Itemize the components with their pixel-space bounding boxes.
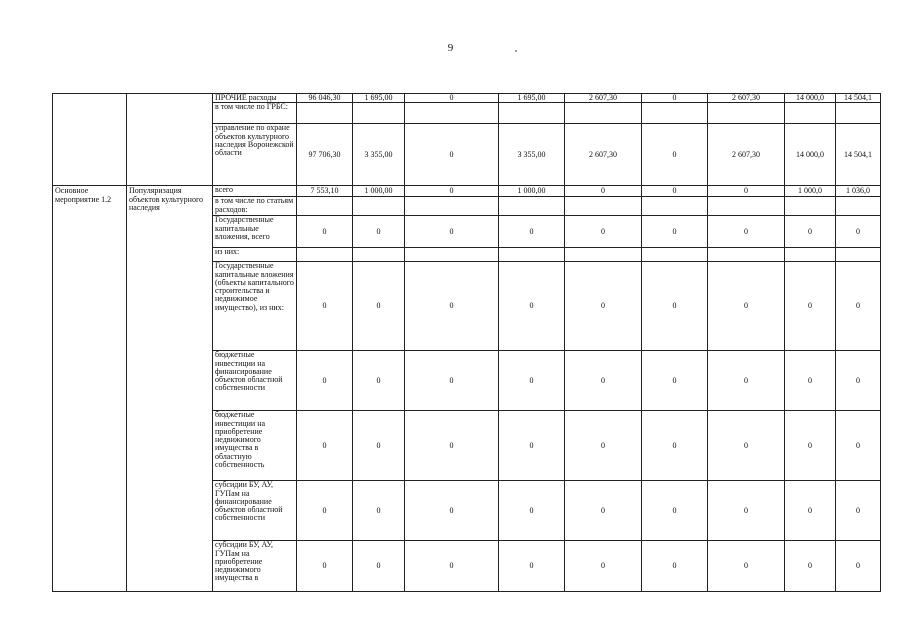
value-cell: 7 553,10 [297, 186, 353, 197]
value-cell: 0 [499, 262, 565, 351]
value-cell: 0 [405, 411, 499, 481]
value-cell [499, 248, 565, 262]
value-cell: 0 [353, 411, 405, 481]
value-cell [297, 197, 353, 216]
value-cell: 0 [565, 216, 642, 248]
value-cell: 0 [708, 481, 785, 541]
expense-type-cell: субсидии БУ, АУ, ГУПам на финансирование объектов областной собственности [213, 481, 297, 541]
value-cell: 0 [708, 411, 785, 481]
value-cell: 0 [836, 411, 881, 481]
value-cell [499, 103, 565, 124]
value-cell: 0 [353, 262, 405, 351]
value-cell: 0 [405, 481, 499, 541]
value-cell: 0 [405, 541, 499, 592]
value-cell: 0 [499, 541, 565, 592]
value-cell: 0 [353, 541, 405, 592]
value-cell: 0 [785, 411, 836, 481]
value-cell: 0 [565, 541, 642, 592]
value-cell: 0 [565, 411, 642, 481]
value-cell: 0 [565, 481, 642, 541]
value-cell [708, 103, 785, 124]
value-cell: 14 000,0 [785, 94, 836, 103]
value-cell [499, 197, 565, 216]
value-cell [565, 103, 642, 124]
value-cell: 0 [708, 541, 785, 592]
value-cell: 2 607,30 [708, 124, 785, 186]
value-cell: 0 [836, 216, 881, 248]
value-cell: 0 [836, 351, 881, 411]
expense-type-cell: бюджетные инвестиции на финансирование объектов областной собственности [213, 351, 297, 411]
value-cell: 0 [297, 481, 353, 541]
value-cell [405, 197, 499, 216]
value-cell: 2 607,30 [708, 94, 785, 103]
expense-type-cell: всего [213, 186, 297, 197]
budget-table [52, 93, 881, 592]
value-cell: 0 [297, 216, 353, 248]
value-cell: 0 [836, 541, 881, 592]
table-row [53, 186, 881, 197]
expense-type-cell: субсидии БУ, АУ, ГУПам на приобретение недвижимого имущества в [213, 541, 297, 592]
event-name-cell: Основное мероприятие 1.2 [53, 186, 127, 592]
event-name-cell [53, 94, 127, 186]
value-cell: 0 [836, 481, 881, 541]
value-cell: 0 [785, 216, 836, 248]
value-cell: 0 [565, 186, 642, 197]
value-cell: 0 [642, 411, 708, 481]
value-cell: 0 [405, 124, 499, 186]
value-cell: 0 [642, 262, 708, 351]
value-cell: 1 695,00 [353, 94, 405, 103]
value-cell: 0 [642, 541, 708, 592]
expense-type-cell: ПРОЧИЕ расходы [213, 94, 297, 103]
value-cell: 0 [642, 124, 708, 186]
value-cell [297, 248, 353, 262]
value-cell [836, 197, 881, 216]
value-cell: 0 [642, 216, 708, 248]
value-cell: 0 [708, 216, 785, 248]
value-cell [785, 103, 836, 124]
value-cell: 0 [642, 186, 708, 197]
value-cell: 0 [499, 351, 565, 411]
value-cell: 0 [499, 481, 565, 541]
value-cell: 0 [297, 541, 353, 592]
value-cell: 0 [565, 351, 642, 411]
value-cell: 0 [353, 216, 405, 248]
value-cell: 1 000,00 [499, 186, 565, 197]
value-cell: 0 [405, 262, 499, 351]
value-cell: 2 607,30 [565, 124, 642, 186]
value-cell: 3 355,00 [499, 124, 565, 186]
value-cell: 0 [405, 94, 499, 103]
value-cell: 0 [642, 351, 708, 411]
value-cell: 0 [297, 262, 353, 351]
event-title-cell [127, 94, 213, 186]
value-cell: 0 [353, 351, 405, 411]
value-cell: 0 [405, 186, 499, 197]
scan-speck [515, 50, 517, 52]
value-cell [353, 248, 405, 262]
value-cell: 14 000,0 [785, 124, 836, 186]
value-cell [405, 248, 499, 262]
value-cell: 0 [708, 351, 785, 411]
value-cell: 0 [642, 481, 708, 541]
value-cell: 0 [785, 351, 836, 411]
expense-type-cell: бюджетные инвестиции на приобретение недвижимого имущества в областную собственность [213, 411, 297, 481]
value-cell [565, 197, 642, 216]
value-cell: 0 [785, 541, 836, 592]
expense-type-cell: в том числе по статьям расходов: [213, 197, 297, 216]
value-cell: 0 [297, 411, 353, 481]
value-cell: 97 706,30 [297, 124, 353, 186]
value-cell: 0 [708, 262, 785, 351]
value-cell: 0 [297, 351, 353, 411]
value-cell: 0 [785, 262, 836, 351]
value-cell [708, 248, 785, 262]
value-cell: 1 000,00 [353, 186, 405, 197]
value-cell [353, 103, 405, 124]
value-cell: 96 046,30 [297, 94, 353, 103]
value-cell: 0 [405, 216, 499, 248]
value-cell [836, 103, 881, 124]
value-cell: 2 607,30 [565, 94, 642, 103]
value-cell [297, 103, 353, 124]
value-cell [836, 248, 881, 262]
value-cell [708, 197, 785, 216]
value-cell: 0 [405, 351, 499, 411]
value-cell: 0 [708, 186, 785, 197]
value-cell: 1 695,00 [499, 94, 565, 103]
value-cell: 14 504,1 [836, 94, 881, 103]
value-cell: 0 [353, 481, 405, 541]
expense-type-cell: Государственные капитальные вложения, всего [213, 216, 297, 248]
page-number: 9 [447, 42, 454, 54]
value-cell: 3 355,00 [353, 124, 405, 186]
value-cell [353, 197, 405, 216]
value-cell [785, 248, 836, 262]
value-cell [785, 197, 836, 216]
value-cell: 0 [642, 94, 708, 103]
expense-type-cell: из них: [213, 248, 297, 262]
table-row [53, 94, 881, 103]
value-cell [642, 103, 708, 124]
value-cell: 1 000,0 [785, 186, 836, 197]
value-cell [405, 103, 499, 124]
value-cell: 14 504,1 [836, 124, 881, 186]
event-title-cell: Популяризация объектов культурного наследия [127, 186, 213, 592]
value-cell [642, 248, 708, 262]
value-cell: 0 [836, 262, 881, 351]
value-cell: 1 036,0 [836, 186, 881, 197]
value-cell: 0 [565, 262, 642, 351]
value-cell: 0 [499, 411, 565, 481]
value-cell: 0 [785, 481, 836, 541]
value-cell [565, 248, 642, 262]
value-cell [642, 197, 708, 216]
expense-type-cell: управление по охране объектов культурного наследия Воронежской области [213, 124, 297, 186]
expense-type-cell: Государственные капитальные вложения (объекты капитального строительства и недвижимое имущество), из них: [213, 262, 297, 351]
expense-type-cell: в том числе по ГРБС: [213, 103, 297, 124]
value-cell: 0 [499, 216, 565, 248]
